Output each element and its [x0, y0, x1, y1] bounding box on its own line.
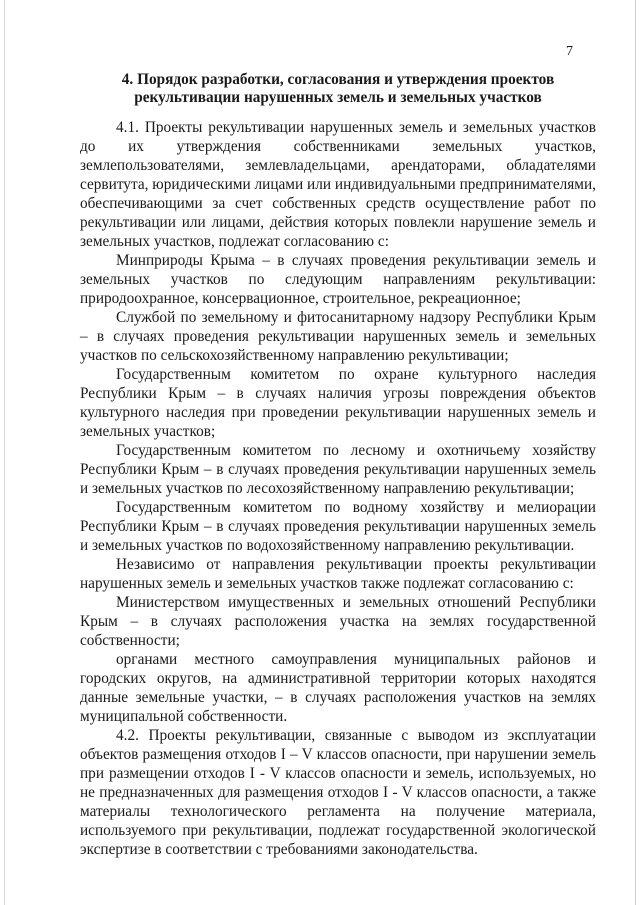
paragraph: Государственным комитетом по лесному и охотничьему хозяйству Республики Крым – в случаях проведения рекультивации нарушенных земель и земельных участков по лесохозяйственному направлению рекультивации; — [80, 442, 596, 497]
scan-right-edge — [635, 0, 636, 905]
paragraph: Государственным комитетом по водному хозяйству и мелиорации Республики Крым – в случаях проведения рекультивации нарушенных земель и земельных участков по водохозяйственному направлению рекультивации. — [80, 499, 596, 554]
paragraph: Государственным комитетом по охране культурного наследия Республики Крым – в случаях наличия угрозы повреждения объектов культурного наследия при проведении рекультивации нарушенных земель и земельных участков; — [80, 366, 596, 440]
paragraph: органами местного самоуправления муниципальных районов и городских округов, на административной территории которых находятся данные земельные участки, – в случаях расположения участков на землях муниципальной собственности. — [80, 651, 596, 725]
scan-left-edge — [4, 0, 5, 905]
paragraph: Независимо от направления рекультивации проекты рекультивации нарушенных земель и земельных участков также подлежат согласованию с: — [80, 556, 596, 592]
paragraph: 4.1. Проекты рекультивации нарушенных земель и земельных участков до их утверждения собственниками земельных участков, землепользователями, землевладельцами, арендаторами, обладателями сервитута, юридическими лицами или индивидуальными предпринимателями, обеспечивающими за счет собственных средств осуществление работ по рекультивации или лицами, действия которых повлекли нарушение земель и земельных участков, подлежат согласованию с: — [80, 119, 596, 250]
paragraph: Службой по земельному и фитосанитарному надзору Республики Крым – в случаях проведения рекультивации нарушенных земель и земельных участков по сельскохозяйственному направлению рекультивации; — [80, 309, 596, 364]
page-number: 7 — [566, 44, 573, 59]
paragraph: Министерством имущественных и земельных отношений Республики Крым – в случаях расположения участка на землях государственной собственности; — [80, 594, 596, 649]
section-title: 4. Порядок разработки, согласования и утверждения проектов рекультивации нарушенных земель и земельных участков — [121, 71, 555, 106]
paragraph: Минприроды Крыма – в случаях проведения рекультивации земель и земельных участков по следующим направлениям рекультивации: природоохранное, консервационное, строительное, рекреационное; — [80, 252, 596, 307]
document-body — [80, 118, 596, 859]
paragraph: 4.2. Проекты рекультивации, связанные с выводом из эксплуатации объектов размещения отходов I – V классов опасности, при нарушении земель при размещении отходов I - V классов опасности и земель, используемых, но не предназначенных для размещения отходов I - V классов опасности, а также материалы технологического регламента на получение материала, используемого при рекультивации, подлежат государственной экологической экспертизе в соответствии с требованиями законодательства. — [80, 727, 596, 858]
